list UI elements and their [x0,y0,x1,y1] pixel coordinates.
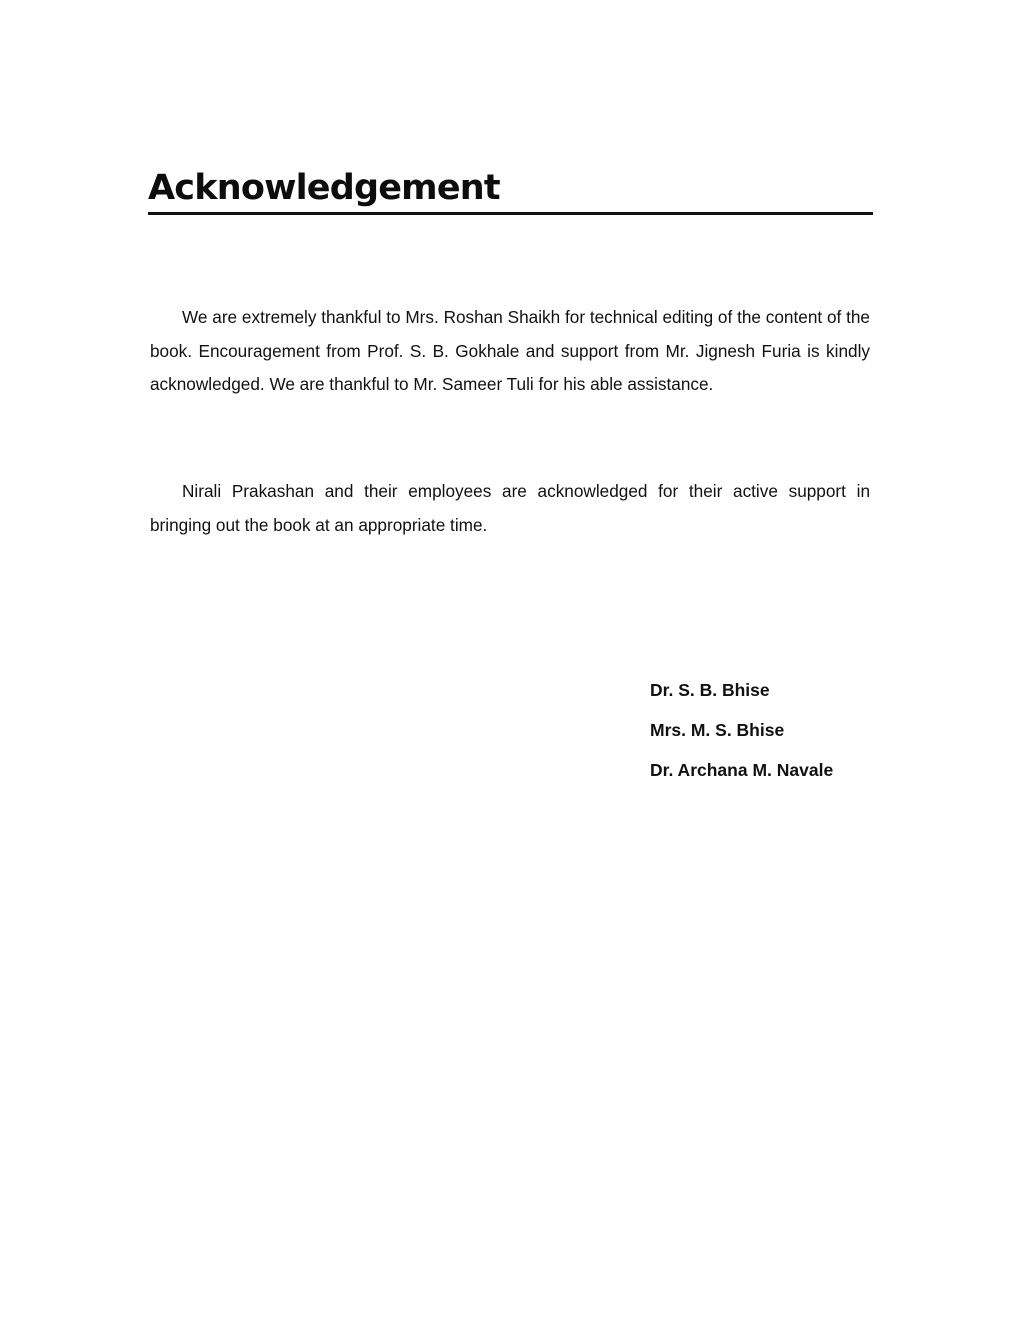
page-title: Acknowledgement [148,168,500,208]
acknowledgement-paragraph-1: We are extremely thankful to Mrs. Roshan Shaikh for technical editing of the content of the book. Encouragement from Prof. S. B. Gokhale and support from Mr. Jignesh Furia is kindly acknowledged. We are thankful to Mr. Sameer Tuli for his able assistance. [150,307,870,394]
signatory-3: Dr. Archana M. Navale [650,760,834,780]
signatory-2: Mrs. M. S. Bhise [650,720,785,740]
title-block [148,166,873,215]
signature-block [650,670,910,790]
signatory-1: Dr. S. B. Bhise [650,680,770,700]
acknowledgement-paragraph-2: Nirali Prakashan and their employees are acknowledged for their active support in bringing out the book at an appropriate time. [150,481,870,535]
